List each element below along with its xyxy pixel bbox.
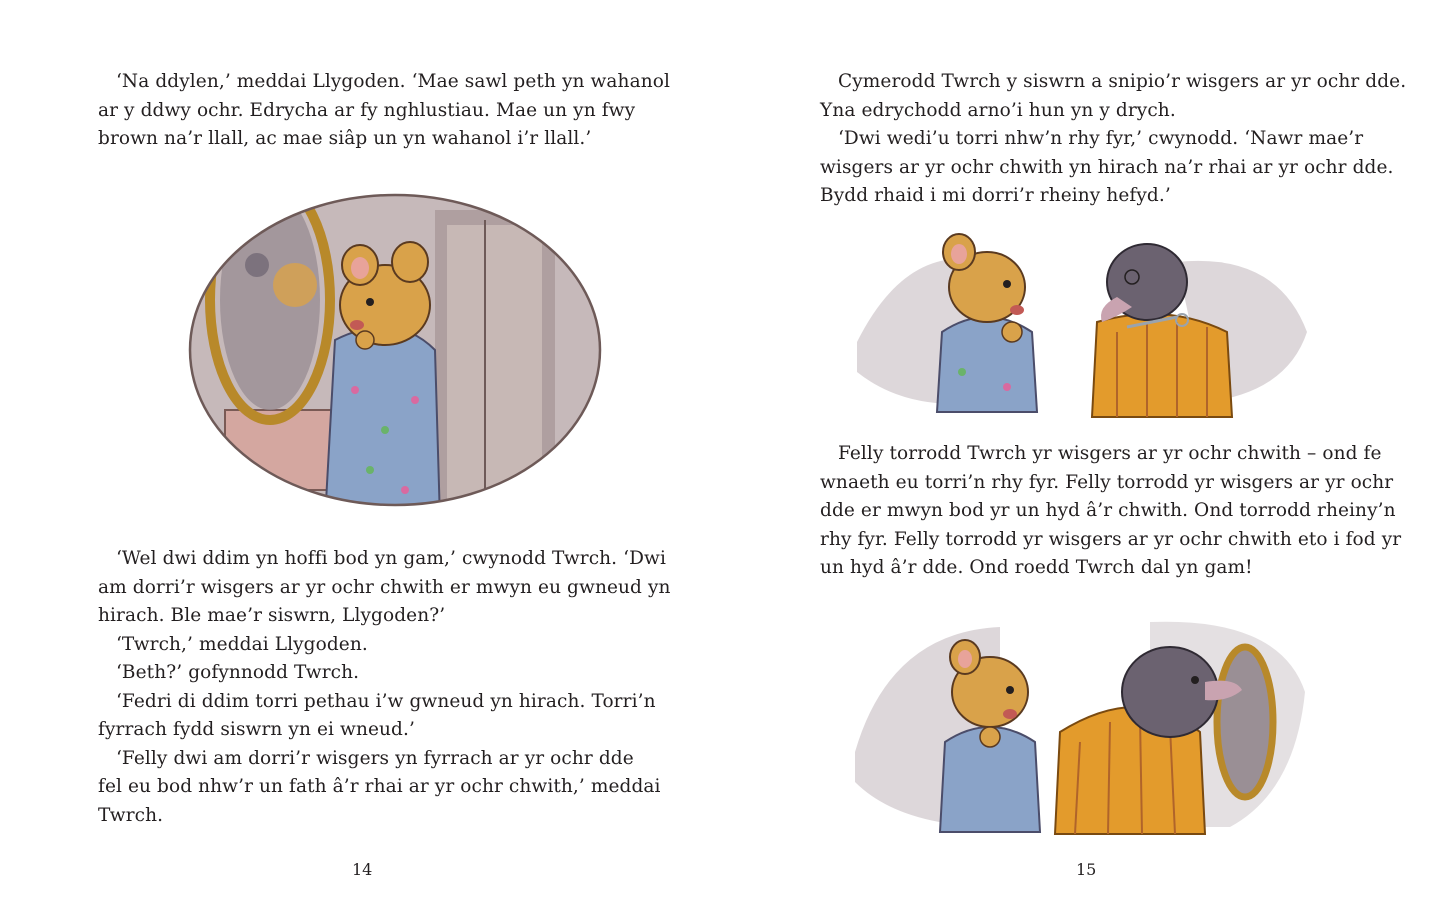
right-page bbox=[722, 0, 1445, 903]
right-paragraph-2: Felly torrodd Twrch yr wisgers ar yr ochr chwith – ond fe wnaeth eu torri’n rhy fyr. Felly torrodd yr wisgers ar yr ochr dde er mwyn bod yr un hyd â’r chwith. Ond torrodd rheiny’n rhy fyr. Felly torrodd yr wisgers ar yr ochr chwith eto i fod yr un hyd â’r dde. Ond roedd Twrch dal yn gam! bbox=[820, 443, 1402, 578]
left-paragraph-1: ‘Na ddylen,’ meddai Llygoden. ‘Mae sawl peth yn wahanol ar y ddwy ochr. Edrycha ar fy nghlustiau. Mae un yn fwy brown na’r llall, ac mae siâp un yn wahanol i’r llall.’ bbox=[98, 71, 670, 149]
page-number-right: 15 bbox=[1076, 860, 1097, 879]
mouse-at-mirror-illustration bbox=[185, 190, 605, 520]
mouse-and-mole-with-scissors-illustration bbox=[847, 222, 1317, 422]
mouse-and-mole-at-mirror-illustration bbox=[850, 612, 1310, 837]
right-paragraph-1: Cymerodd Twrch y siswrn a snipio’r wisgers ar yr ochr dde. Yna edrychodd arno’i hun yn y drych. ‘Dwi wedi’u torri nhw’n rhy fyr,’ cwynodd. ‘Nawr mae’r wisgers ar yr ochr chwith yn hirach na’r rhai ar yr ochr dde. Bydd rhaid i mi dorri’r rheiny hefyd.’ bbox=[820, 71, 1407, 206]
page-number-left: 14 bbox=[352, 860, 373, 879]
left-page bbox=[0, 0, 722, 903]
left-paragraph-2: ‘Wel dwi ddim yn hoffi bod yn gam,’ cwynodd Twrch. ‘Dwi am dorri’r wisgers ar yr ochr chwith er mwyn eu gwneud yn hirach. Ble mae’r siswrn, Llygoden?’ ‘Twrch,’ meddai Llygoden. ‘Beth?’ gofynnodd Twrch. ‘Fedri di ddim torri pethau i’w gwneud yn hirach. Torri’n fyrrach fydd siswrn yn ei wneud.’ ‘Felly dwi am dorri’r wisgers yn fyrrach ar yr ochr dde fel eu bod nhw’r un fath â’r rhai ar yr ochr chwith,’ meddai Twrch. bbox=[98, 548, 671, 826]
